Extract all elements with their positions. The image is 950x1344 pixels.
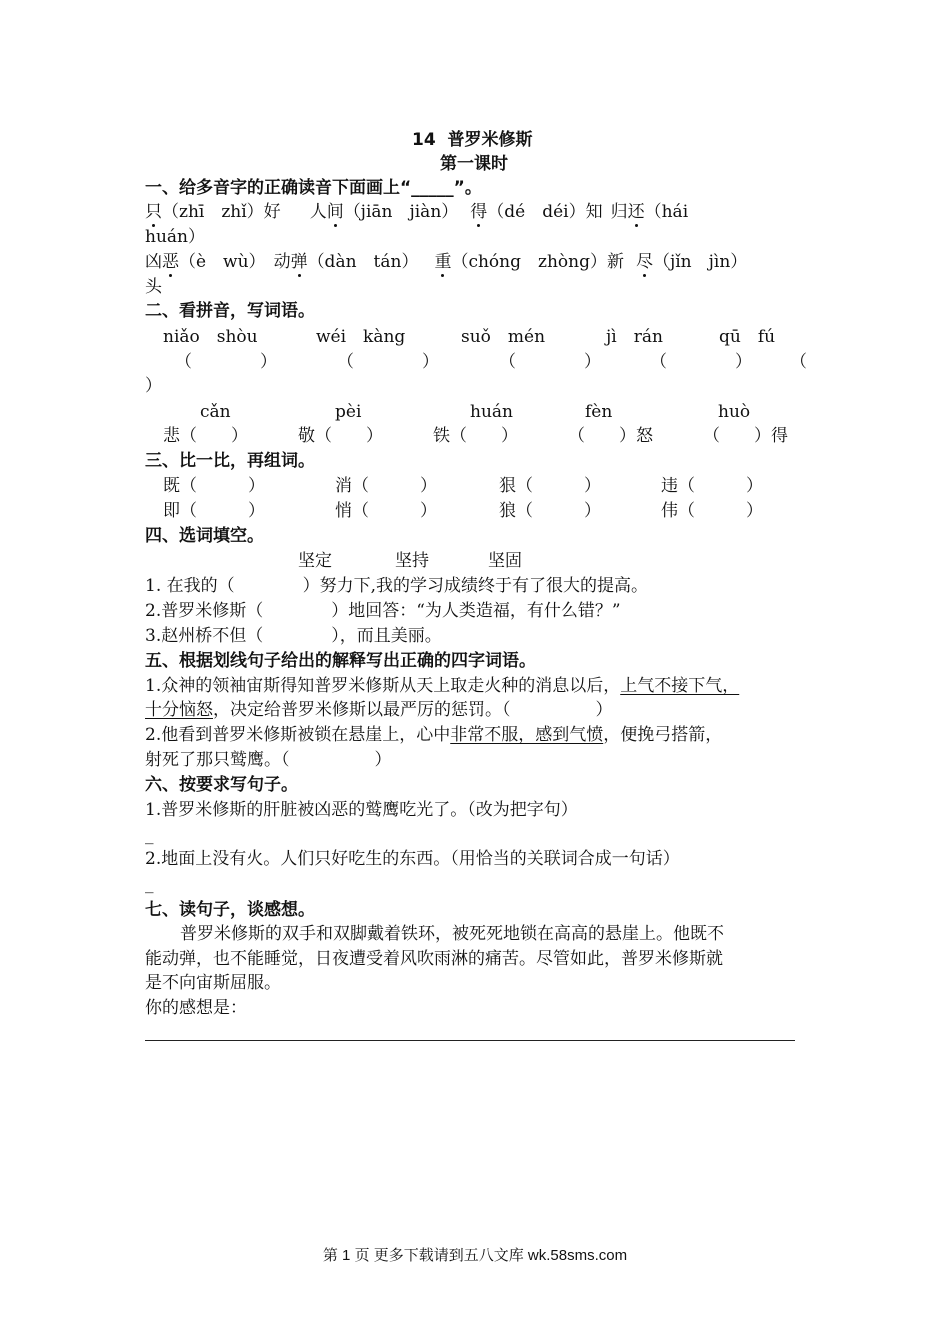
compare-blank[interactable]: 伟（ ） bbox=[661, 501, 763, 521]
compare-blank[interactable]: 狠（ ） bbox=[499, 476, 601, 496]
compare-blank[interactable]: 既（ ） bbox=[163, 476, 265, 496]
section-2-heading: 二、看拼音，写词语。 bbox=[145, 301, 315, 321]
dotted-char: 尽 bbox=[635, 252, 653, 272]
rewrite-question-1: 1.普罗米修斯的肝脏被凶恶的鹫鹰吃光了。（改为把字句） bbox=[145, 800, 578, 820]
page-footer: 第 1 页 更多下载请到五八文库 wk.58sms.com bbox=[322, 1247, 628, 1264]
char: 凶 bbox=[145, 252, 162, 272]
answer-bracket[interactable]: （ ） bbox=[650, 352, 752, 372]
underlined-phrase: 上气不接下气， bbox=[620, 676, 740, 696]
dotted-char: 恶 bbox=[162, 252, 179, 272]
section-1-row-1 bbox=[145, 200, 688, 224]
word-option: 坚固 bbox=[488, 551, 522, 571]
dotted-char: 得 bbox=[470, 202, 488, 222]
title-number: 14 bbox=[412, 130, 436, 150]
section-1-heading: 一、给多音字的正确读音下面画上“_____”。 bbox=[145, 178, 482, 198]
pinyin-item: suǒ mén bbox=[461, 327, 546, 347]
question-text: 1.众神的领袖宙斯得知普罗米修斯从天上取走火种的消息以后， bbox=[145, 676, 621, 696]
pinyin-options: （jiān jiàn） bbox=[343, 202, 459, 222]
pinyin-options: （jǐn jìn） bbox=[652, 252, 748, 272]
fill-question-2[interactable]: 2.普罗米修斯（ ）地回答：“为人类造福，有什么错？” bbox=[145, 601, 621, 621]
fill-question-1[interactable]: 1. 在我的（ ）努力下,我的学习成绩终于有了很大的提高。 bbox=[145, 576, 649, 596]
compare-blank[interactable]: 消（ ） bbox=[335, 476, 437, 496]
reflection-answer-line[interactable] bbox=[145, 1040, 795, 1041]
answer-line-2[interactable]: _ bbox=[145, 874, 154, 894]
idiom-question-1-cont[interactable] bbox=[145, 698, 613, 722]
section-1-row-1-wrap: huán） bbox=[145, 227, 205, 247]
pinyin-options: （hái bbox=[644, 202, 689, 222]
pinyin-options: （dàn tán） bbox=[307, 252, 419, 272]
pinyin-item: huò bbox=[718, 402, 751, 422]
word-blank[interactable]: 铁（ ） bbox=[433, 426, 518, 446]
section-6-heading: 六、按要求写句子。 bbox=[145, 775, 298, 795]
section-1-row-2-wrap: 头 bbox=[145, 277, 162, 297]
word-blank[interactable]: 悲（ ） bbox=[163, 426, 248, 446]
question-text: 2.他看到普罗米修斯被锁在悬崖上，心中 bbox=[145, 725, 451, 745]
section-7-heading: 七、读句子，谈感想。 bbox=[145, 900, 315, 920]
answer-line-1[interactable]: _ bbox=[145, 825, 154, 845]
dotted-char: 重 bbox=[434, 252, 452, 272]
dotted-char: 还 bbox=[627, 202, 645, 222]
underlined-phrase: 非常不服，感到气愤 bbox=[450, 725, 604, 745]
question-text: ，决定给普罗米修斯以最严厉的惩罚。（ ） bbox=[213, 700, 613, 720]
compare-blank[interactable]: 悄（ ） bbox=[335, 501, 437, 521]
compare-blank[interactable]: 违（ ） bbox=[661, 476, 763, 496]
pinyin-options: （è wù） bbox=[179, 252, 266, 272]
section-5-heading: 五、根据划线句子给出的解释写出正确的四字词语。 bbox=[145, 651, 536, 671]
pinyin-item: pèi bbox=[335, 402, 362, 422]
reflection-prompt: 你的感想是： bbox=[145, 998, 247, 1018]
pinyin-item: qū fú bbox=[719, 327, 776, 347]
fill-question-3[interactable]: 3.赵州桥不但（ ），而且美丽。 bbox=[145, 626, 442, 646]
answer-bracket[interactable]: （ bbox=[790, 352, 807, 372]
answer-bracket[interactable]: （ ） bbox=[337, 352, 439, 372]
rewrite-question-2: 2.地面上没有火。人们只好吃生的东西。（用恰当的关联词合成一句话） bbox=[145, 849, 680, 869]
pinyin-item: huán bbox=[470, 402, 513, 422]
answer-bracket[interactable]: （ ） bbox=[499, 352, 601, 372]
dotted-char: 间 bbox=[326, 202, 344, 222]
pinyin-item: cǎn bbox=[200, 402, 231, 422]
word-blank[interactable]: 敬（ ） bbox=[298, 426, 383, 446]
section-3-heading: 三、比一比，再组词。 bbox=[145, 451, 315, 471]
word-option: 坚定 bbox=[298, 551, 332, 571]
title-name: 普罗米修斯 bbox=[447, 130, 533, 150]
idiom-question-2-cont[interactable]: 射死了那只鹫鹰。（ ） bbox=[145, 750, 392, 770]
char: 动 bbox=[273, 252, 291, 272]
dotted-char: 弹 bbox=[290, 252, 308, 272]
char: 归 bbox=[610, 202, 628, 222]
pinyin-item: wéi kàng bbox=[316, 327, 406, 347]
word-blank[interactable]: （ ）怒 bbox=[568, 426, 653, 446]
answer-bracket[interactable]: （ ） bbox=[175, 352, 277, 372]
word-option: 坚持 bbox=[395, 551, 429, 571]
reading-line-3: 是不向宙斯屈服。 bbox=[145, 973, 281, 993]
compare-blank[interactable]: 即（ ） bbox=[163, 501, 265, 521]
lesson-label: 第一课时 bbox=[440, 154, 508, 174]
word-blank[interactable]: （ ）得 bbox=[703, 426, 788, 446]
section-1-row-2 bbox=[145, 250, 747, 274]
char: 人 bbox=[309, 202, 327, 222]
pinyin-item: niǎo shòu bbox=[163, 327, 258, 347]
reading-line-2: 能动弹，也不能睡觉，日夜遭受着风吹雨淋的痛苦。尽管如此，普罗米修斯就 bbox=[145, 949, 723, 969]
pinyin-options: （chóng zhòng）新 bbox=[451, 252, 624, 272]
idiom-question-1 bbox=[145, 674, 739, 698]
pinyin-options: （zhī zhǐ）好 bbox=[162, 202, 298, 222]
pinyin-options: （dé déi）知 bbox=[487, 202, 603, 222]
answer-bracket-wrap: ） bbox=[145, 376, 162, 396]
compare-blank[interactable]: 狼（ ） bbox=[499, 501, 601, 521]
section-4-heading: 四、选词填空。 bbox=[145, 526, 264, 546]
reading-line-1: 普罗米修斯的双手和双脚戴着铁环，被死死地锁在高高的悬崖上。他既不 bbox=[180, 924, 724, 944]
dotted-char: 只 bbox=[145, 202, 162, 222]
pinyin-item: jì rán bbox=[606, 327, 663, 347]
idiom-question-2 bbox=[145, 723, 722, 747]
pinyin-item: fèn bbox=[585, 402, 613, 422]
question-text: ，便挽弓搭箭， bbox=[603, 725, 723, 745]
page-title bbox=[412, 128, 533, 152]
underlined-phrase: 十分恼怒 bbox=[145, 700, 213, 720]
